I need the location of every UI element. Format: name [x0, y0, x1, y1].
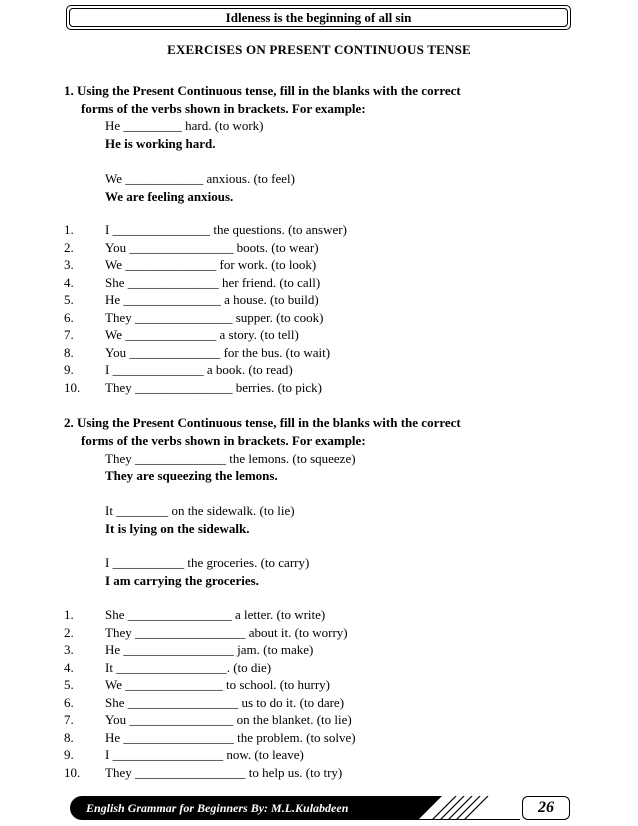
section1-item-text: I _______________ the questions. (to answer): [105, 222, 347, 237]
section1-item-text: We ______________ a story. (to tell): [105, 327, 299, 342]
section1-item-text: I ______________ a book. (to read): [105, 362, 293, 377]
section1-item-number: 8.: [64, 345, 74, 360]
section1-item-number: 1.: [64, 222, 74, 237]
section1-item-text: You ______________ for the bus. (to wait): [105, 345, 331, 360]
section2-item-text: I _________________ now. (to leave): [105, 747, 304, 762]
section2-item-number: 7.: [64, 712, 74, 727]
section1-item-number: 7.: [64, 327, 74, 342]
section1-example1-answer: He is working hard.: [105, 136, 216, 151]
section2-item-text: They _________________ about it. (to worry): [105, 625, 348, 640]
section2-item-number: 4.: [64, 660, 74, 675]
section2-example2-question: It ________ on the sidewalk. (to lie): [105, 503, 295, 518]
section2-item-text: He _________________ jam. (to make): [105, 642, 314, 657]
section2-example1-answer: They are squeezing the lemons.: [105, 468, 278, 483]
section2-instruction-line2: forms of the verbs shown in brackets. For example:: [81, 433, 366, 448]
section1-instruction-line2: forms of the verbs shown in brackets. For example:: [81, 101, 366, 116]
section2-item-text: It _________________. (to die): [105, 660, 272, 675]
section2-example3-question: I ___________ the groceries. (to carry): [105, 555, 310, 570]
section1-item-text: She ______________ her friend. (to call): [105, 275, 321, 290]
section1-item-number: 5.: [64, 292, 74, 307]
section1-item-text: He _______________ a house. (to build): [105, 292, 319, 307]
section1-item-number: 2.: [64, 240, 74, 255]
section2-item-number: 5.: [64, 677, 74, 692]
section1-instruction-line1: 1. Using the Present Continuous tense, fill in the blanks with the correct: [64, 83, 461, 98]
section1-item-text: You ________________ boots. (to wear): [105, 240, 319, 255]
section1-item-number: 9.: [64, 362, 74, 377]
page-number: 26: [522, 796, 570, 820]
section2-item-text: She ________________ a letter. (to write): [105, 607, 326, 622]
section2-example3-answer: I am carrying the groceries.: [105, 573, 259, 588]
section2-item-text: You ________________ on the blanket. (to lie): [105, 712, 352, 727]
section2-item-number: 1.: [64, 607, 74, 622]
section1-example2-question: We ____________ anxious. (to feel): [105, 171, 295, 186]
section1-item-text: They _______________ berries. (to pick): [105, 380, 322, 395]
section1-item-number: 4.: [64, 275, 74, 290]
section2-item-number: 8.: [64, 730, 74, 745]
section1-item-number: 3.: [64, 257, 74, 272]
section2-item-number: 2.: [64, 625, 74, 640]
page-header: [66, 5, 571, 30]
section2-item-number: 3.: [64, 642, 74, 657]
section1-item-text: We ______________ for work. (to look): [105, 257, 317, 272]
section2-item-text: We _______________ to school. (to hurry): [105, 677, 330, 692]
section1-item-number: 10.: [64, 380, 81, 395]
section2-item-text: She _________________ us to do it. (to dare): [105, 695, 345, 710]
section2-item-text: They _________________ to help us. (to try): [105, 765, 343, 780]
header-title: Idleness is the beginning of all sin: [225, 10, 412, 25]
section1-example2-answer: We are feeling anxious.: [105, 189, 234, 204]
footer-text: English Grammar for Beginners By: M.L.Kulabdeen: [86, 801, 349, 815]
page-footer: [70, 796, 570, 820]
footer-slash-decoration: [412, 796, 522, 820]
exercise-title: EXERCISES ON PRESENT CONTINUOUS TENSE: [167, 42, 471, 57]
section2-example2-answer: It is lying on the sidewalk.: [105, 521, 250, 536]
section2-item-number: 9.: [64, 747, 74, 762]
section1-example1-question: He _________ hard. (to work): [105, 118, 264, 133]
section2-item-number: 6.: [64, 695, 74, 710]
section1-item-number: 6.: [64, 310, 74, 325]
section2-item-number: 10.: [64, 765, 81, 780]
section2-example1-question: They ______________ the lemons. (to squeeze): [105, 451, 356, 466]
section2-instruction-line1: 2. Using the Present Continuous tense, fill in the blanks with the correct: [64, 415, 461, 430]
section2-item-text: He _________________ the problem. (to solve): [105, 730, 356, 745]
section1-item-text: They _______________ supper. (to cook): [105, 310, 324, 325]
